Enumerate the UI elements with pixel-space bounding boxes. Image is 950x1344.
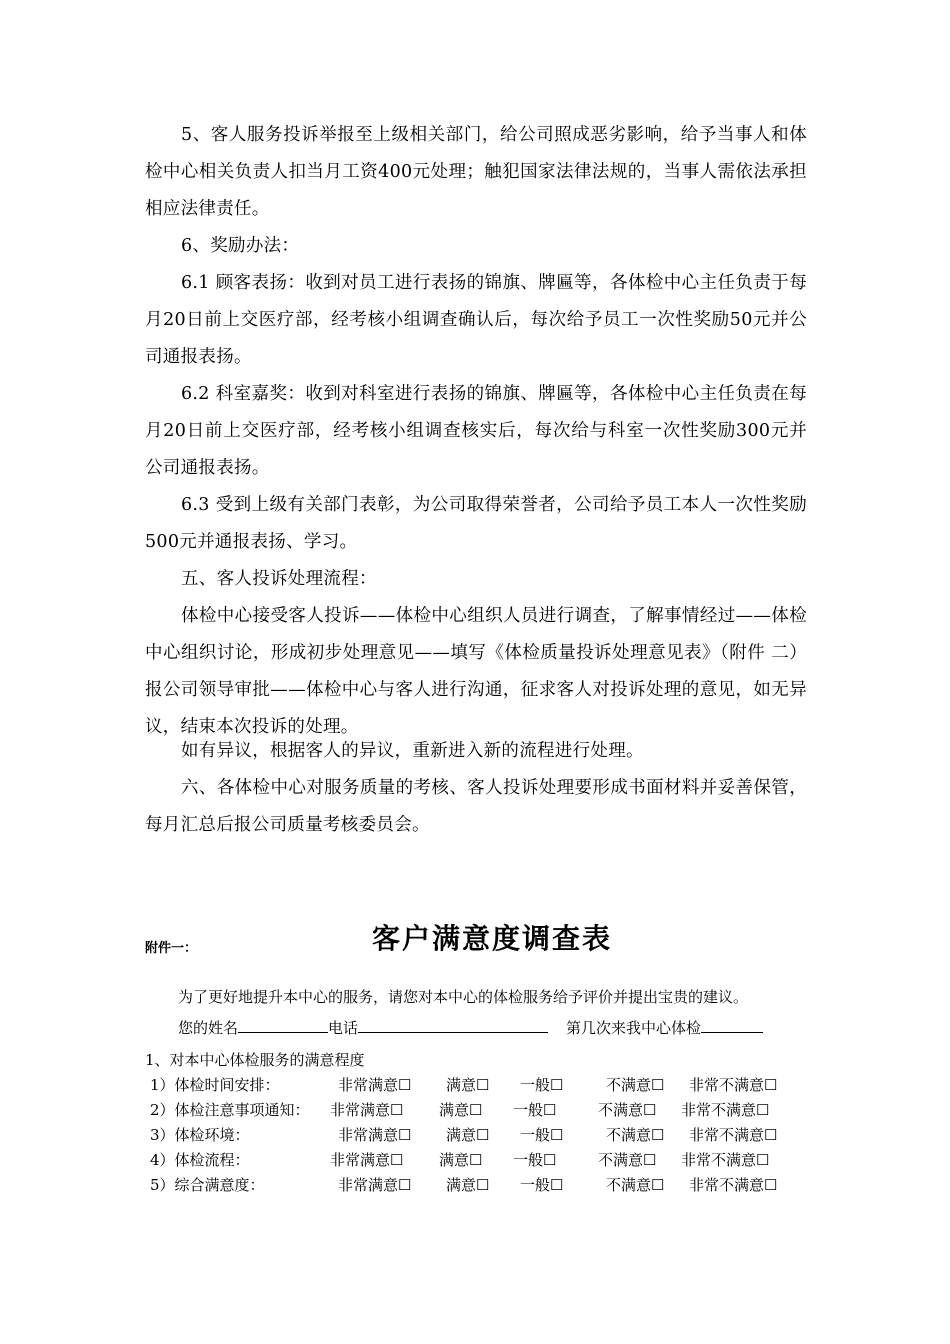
- rating-option-checkbox[interactable]: 不满意☐: [606, 1126, 665, 1144]
- rating-option-checkbox[interactable]: 一般☐: [520, 1126, 564, 1144]
- rating-option-checkbox[interactable]: 非常不满意☐: [689, 1126, 778, 1144]
- rating-option-checkbox[interactable]: 非常满意☐: [330, 1101, 404, 1119]
- paragraph-5: 5、客人服务投诉举报至上级相关部门，给公司照成恶劣影响，给予当事人和体检中心相关负责人扣当月工资400元处理；触犯国家法律法规的，当事人需依法承担相应法律责任。: [145, 125, 807, 219]
- objection-paragraph: 如有异议，根据客人的异议，重新进入新的流程进行处理。: [181, 741, 644, 761]
- contact-line: [178, 1017, 763, 1038]
- rating-option-checkbox[interactable]: 一般☐: [520, 1176, 564, 1194]
- form-title: 客户满意度调查表: [372, 922, 613, 955]
- section-five-heading: 五、客人投诉处理流程：: [181, 569, 377, 589]
- rating-option-checkbox[interactable]: 满意☐: [446, 1176, 490, 1194]
- rating-option-checkbox[interactable]: 非常满意☐: [338, 1076, 412, 1094]
- name-field[interactable]: [238, 1017, 328, 1033]
- rating-option-checkbox[interactable]: 非常满意☐: [330, 1151, 404, 1169]
- rating-option-checkbox[interactable]: 非常不满意☐: [689, 1176, 778, 1194]
- rating-option-checkbox[interactable]: 满意☐: [446, 1076, 490, 1094]
- paragraph-6-1: 6.1 顾客表扬：收到对员工进行表扬的锦旗、牌匾等，各体检中心主任负责于每月20日前上交医疗部，经考核小组调查确认后，每次给予员工一次性奖励50元并公司通报表扬。: [145, 273, 807, 367]
- section1-title: 1、对本中心体检服务的满意程度: [145, 1051, 365, 1069]
- rating-option-checkbox[interactable]: 非常满意☐: [338, 1176, 412, 1194]
- complaint-process: 体检中心接受客人投诉——体检中心组织人员进行调查，了解事情经过——体检中心组织讨论，形成初步处理意见——填写《体检质量投诉处理意见表》（附件 二）报公司领导审批——体检中心与客人进行沟通，征求客人对投诉处理的意见，如无异议，结束本次投诉的处理。: [145, 606, 807, 737]
- section-six-paragraph: 六、各体检中心对服务质量的考核、客人投诉处理要形成书面材料并妥善保管，每月汇总后报公司质量考核委员会。: [145, 778, 807, 835]
- rating-option-checkbox[interactable]: 满意☐: [439, 1151, 483, 1169]
- rating-option-checkbox[interactable]: 不满意☐: [598, 1101, 657, 1119]
- rating-option-checkbox[interactable]: 不满意☐: [598, 1151, 657, 1169]
- phone-label: 电话: [328, 1019, 359, 1037]
- paragraph-6: 6、奖励办法：: [181, 236, 300, 256]
- rating-option-checkbox[interactable]: 不满意☐: [606, 1176, 665, 1194]
- rating-item-label: 3）体检环境：: [150, 1126, 250, 1144]
- visit-count-label: 第几次来我中心体检: [566, 1019, 702, 1037]
- rating-option-checkbox[interactable]: 一般☐: [513, 1101, 557, 1119]
- rating-option-checkbox[interactable]: 一般☐: [520, 1076, 564, 1094]
- rating-option-checkbox[interactable]: 满意☐: [446, 1126, 490, 1144]
- rating-option-checkbox[interactable]: 非常满意☐: [338, 1126, 412, 1144]
- attachment-label: 附件一：: [145, 941, 198, 956]
- phone-field[interactable]: [358, 1017, 548, 1033]
- paragraph-6-3: 6.3 受到上级有关部门表彰，为公司取得荣誉者，公司给予员工本人一次性奖励500元并通报表扬、学习。: [145, 495, 807, 552]
- rating-option-checkbox[interactable]: 一般☐: [513, 1151, 557, 1169]
- name-label: 您的姓名: [178, 1019, 239, 1037]
- rating-item-label: 2）体检注意事项通知：: [150, 1101, 310, 1119]
- rating-item-label: 1）体检时间安排：: [150, 1076, 280, 1094]
- rating-option-checkbox[interactable]: 非常不满意☐: [681, 1101, 770, 1119]
- rating-option-checkbox[interactable]: 非常不满意☐: [681, 1151, 770, 1169]
- rating-option-checkbox[interactable]: 满意☐: [439, 1101, 483, 1119]
- rating-option-checkbox[interactable]: 不满意☐: [606, 1076, 665, 1094]
- form-intro: 为了更好地提升本中心的服务，请您对本中心的体检服务给予评价并提出宝贵的建议。: [178, 988, 749, 1006]
- rating-item-label: 4）体检流程：: [150, 1151, 250, 1169]
- rating-option-checkbox[interactable]: 非常不满意☐: [689, 1076, 778, 1094]
- visit-count-field[interactable]: [701, 1017, 763, 1033]
- paragraph-6-2: 6.2 科室嘉奖：收到对科室进行表扬的锦旗、牌匾等，各体检中心主任负责在每月20日前上交医疗部，经考核小组调查核实后，每次给与科室一次性奖励300元并公司通报表扬。: [145, 384, 807, 478]
- rating-item-label: 5）综合满意度：: [150, 1176, 265, 1194]
